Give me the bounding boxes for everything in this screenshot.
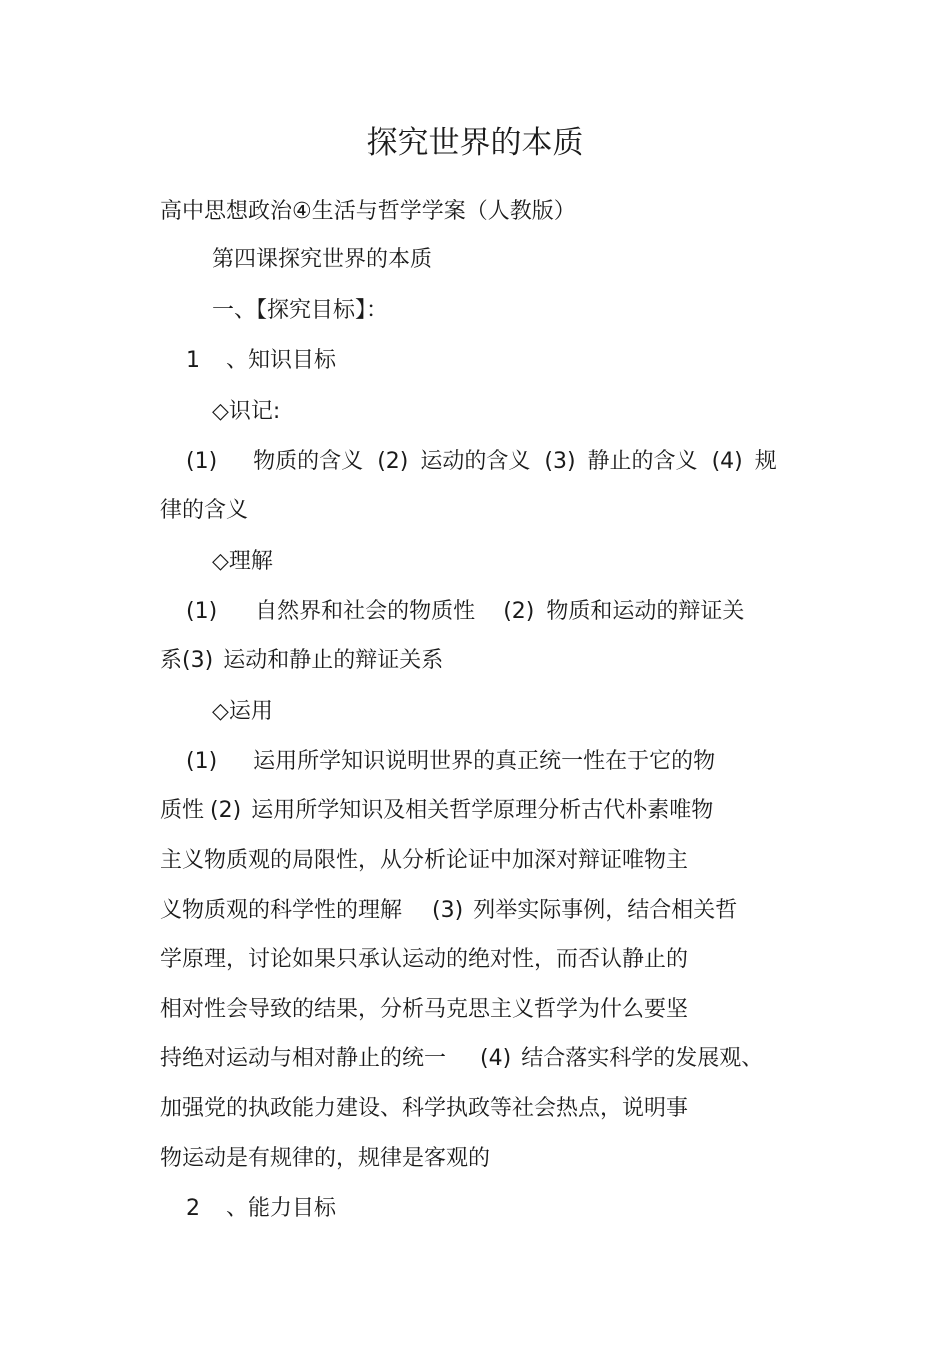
apply-line-2 (160, 797, 713, 825)
item-text: 结合落实科学的发展观、 (521, 1046, 764, 1071)
item-number: (2) (210, 798, 242, 823)
goal-label: 、知识目标 (226, 348, 337, 373)
item-number: (1) (186, 449, 218, 474)
apply-line-7 (160, 1045, 763, 1073)
ability-goal-heading (186, 1195, 336, 1223)
item-number: (4) (480, 1046, 512, 1071)
item-number: (3) (432, 898, 464, 923)
document-title: 探究世界的本质 (366, 125, 584, 161)
item-number: (4) (711, 449, 743, 474)
section-heading: 一、【探究目标】： (212, 298, 389, 323)
item-number: (2) (377, 449, 409, 474)
goal-label: 、能力目标 (226, 1196, 337, 1221)
apply-heading: ◇运用 (212, 699, 273, 724)
item-number: (1) (186, 599, 218, 624)
item-text: 规 (754, 449, 777, 474)
item-text: 运用所学知识说明世界的真正统一性在于它的物 (253, 749, 716, 774)
apply-line-9: 物运动是有规律的，规律是客观的 (160, 1146, 491, 1171)
subtitle: 高中思想政治④生活与哲学学案（人教版） (160, 199, 576, 224)
item-text: 质性 (160, 798, 205, 823)
understand-line-1 (186, 598, 744, 626)
lesson-heading: 第四课探究世界的本质 (212, 247, 433, 272)
item-number: (2) (503, 599, 535, 624)
item-text: 义物质观的科学性的理解 (160, 898, 403, 923)
item-text: 运动的含义 (420, 449, 531, 474)
goal-number: 1 (186, 348, 200, 373)
item-text: 持绝对运动与相对静止的统一 (160, 1046, 447, 1071)
apply-line-1 (186, 748, 715, 776)
understand-line-2 (160, 647, 443, 675)
item-text: 自然界和社会的物质性 (255, 599, 476, 624)
item-text: 物质的含义 (253, 449, 364, 474)
item-text: 物质和运动的辩证关 (546, 599, 745, 624)
apply-line-4 (160, 897, 737, 925)
knowledge-goal-heading (186, 347, 336, 375)
apply-line-3: 主义物质观的局限性，从分析论证中加深对辩证唯物主 (160, 848, 689, 873)
apply-line-6: 相对性会导致的结果，分析马克思主义哲学为什么要坚 (160, 997, 689, 1022)
recall-heading: ◇识记: (212, 399, 281, 424)
item-number: (1) (186, 749, 218, 774)
recall-line-2: 律的含义 (160, 498, 249, 523)
item-text: 运动和静止的辩证关系 (223, 648, 444, 673)
apply-line-5: 学原理，讨论如果只承认运动的绝对性，而否认静止的 (160, 947, 689, 972)
apply-line-8: 加强党的执政能力建设、科学执政等社会热点，说明事 (160, 1096, 689, 1121)
recall-line-1 (186, 448, 777, 476)
item-text: 运用所学知识及相关哲学原理分析古代朴素唯物 (251, 798, 714, 823)
goal-number: 2 (186, 1196, 200, 1221)
item-text: 静止的含义 (587, 449, 698, 474)
understand-heading: ◇理解 (212, 549, 273, 574)
item-text: 系 (160, 648, 183, 673)
item-text: 列举实际事例，结合相关哲 (473, 898, 738, 923)
item-number: (3) (544, 449, 576, 474)
item-number: (3) (182, 648, 214, 673)
